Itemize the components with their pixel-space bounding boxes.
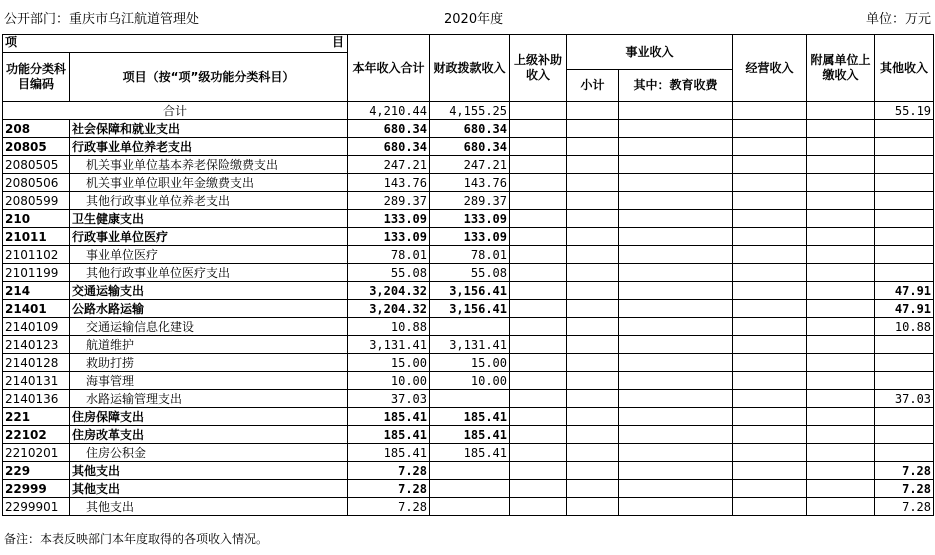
- header-total-income: 本年收入合计: [348, 35, 430, 102]
- item-name-cell: 其他支出: [70, 480, 348, 498]
- empty-cell: [567, 174, 619, 192]
- empty-cell: [510, 300, 567, 318]
- total-income-cell: 7.28: [348, 480, 430, 498]
- code-cell: 208: [3, 120, 70, 138]
- table-row: [3, 120, 934, 138]
- item-name-cell: 机关事业单位职业年金缴费支出: [70, 174, 348, 192]
- empty-cell: [733, 390, 807, 408]
- empty-cell: [567, 264, 619, 282]
- header-career: 事业收入: [567, 35, 733, 70]
- empty-cell: [567, 318, 619, 336]
- empty-cell: [619, 318, 733, 336]
- total-income-cell: 133.09: [348, 210, 430, 228]
- fiscal-cell: 143.76: [430, 174, 510, 192]
- fiscal-cell: [430, 462, 510, 480]
- total-row: [3, 102, 934, 120]
- total-income-cell: 10.00: [348, 372, 430, 390]
- code-cell: 2140128: [3, 354, 70, 372]
- empty-cell: [567, 300, 619, 318]
- other-income-cell: [875, 336, 934, 354]
- item-name-cell: 航道维护: [70, 336, 348, 354]
- empty-cell: [807, 174, 875, 192]
- empty-cell: [733, 462, 807, 480]
- empty-cell: [510, 426, 567, 444]
- empty-cell: [567, 102, 619, 120]
- empty-cell: [807, 354, 875, 372]
- code-cell: 2080599: [3, 192, 70, 210]
- empty-cell: [733, 426, 807, 444]
- empty-cell: [510, 318, 567, 336]
- code-cell: 2140109: [3, 318, 70, 336]
- empty-cell: [567, 444, 619, 462]
- table-row: [3, 462, 934, 480]
- empty-cell: [733, 174, 807, 192]
- other-income-cell: [875, 210, 934, 228]
- empty-cell: [567, 480, 619, 498]
- empty-cell: [733, 102, 807, 120]
- code-cell: 2140131: [3, 372, 70, 390]
- empty-cell: [567, 192, 619, 210]
- empty-cell: [733, 372, 807, 390]
- total-income-cell: 7.28: [348, 498, 430, 516]
- empty-cell: [510, 462, 567, 480]
- total-income-cell: 185.41: [348, 408, 430, 426]
- year-label: 2020年度: [444, 12, 504, 27]
- empty-cell: [807, 102, 875, 120]
- header-superior: 上级补助收入: [510, 35, 567, 102]
- empty-cell: [510, 138, 567, 156]
- header-xiangmu: [3, 35, 348, 53]
- other-income-cell: [875, 354, 934, 372]
- item-name-cell: 行政事业单位养老支出: [70, 138, 348, 156]
- code-cell: 2299901: [3, 498, 70, 516]
- empty-cell: [567, 498, 619, 516]
- other-income-cell: [875, 444, 934, 462]
- total-income-cell: 55.08: [348, 264, 430, 282]
- empty-cell: [510, 444, 567, 462]
- empty-cell: [807, 408, 875, 426]
- empty-cell: [567, 138, 619, 156]
- empty-cell: [619, 282, 733, 300]
- item-name-cell: 其他行政事业单位医疗支出: [70, 264, 348, 282]
- total-income-cell: 78.01: [348, 246, 430, 264]
- empty-cell: [510, 390, 567, 408]
- total-income-cell: 3,131.41: [348, 336, 430, 354]
- header-item: 项目（按“项”级功能分类科目）: [70, 53, 348, 102]
- item-name-cell: 其他支出: [70, 498, 348, 516]
- empty-cell: [510, 246, 567, 264]
- empty-cell: [619, 192, 733, 210]
- fiscal-cell: [430, 498, 510, 516]
- table-row: [3, 480, 934, 498]
- unit-label: 单位：万元: [865, 12, 931, 27]
- fiscal-cell: [430, 390, 510, 408]
- empty-cell: [510, 174, 567, 192]
- empty-cell: [807, 264, 875, 282]
- header-affiliated: 附属单位上缴收入: [807, 35, 875, 102]
- table-row: [3, 354, 934, 372]
- total-income-cell: 143.76: [348, 174, 430, 192]
- empty-cell: [510, 210, 567, 228]
- table-row: [3, 498, 934, 516]
- item-name-cell: 住房保障支出: [70, 408, 348, 426]
- empty-cell: [619, 246, 733, 264]
- empty-cell: [619, 336, 733, 354]
- empty-cell: [807, 282, 875, 300]
- other-income-cell: [875, 246, 934, 264]
- table-row: [3, 372, 934, 390]
- empty-cell: [567, 462, 619, 480]
- header-xiang: 项: [5, 35, 18, 49]
- empty-cell: [733, 228, 807, 246]
- item-name-cell: 行政事业单位医疗: [70, 228, 348, 246]
- other-income-cell: 7.28: [875, 480, 934, 498]
- empty-cell: [733, 300, 807, 318]
- table-row: [3, 210, 934, 228]
- empty-cell: [619, 480, 733, 498]
- empty-cell: [807, 426, 875, 444]
- income-table: [2, 34, 934, 516]
- empty-cell: [807, 336, 875, 354]
- empty-cell: [619, 102, 733, 120]
- other-income-cell: [875, 192, 934, 210]
- empty-cell: [733, 354, 807, 372]
- table-row: [3, 300, 934, 318]
- fiscal-cell: 680.34: [430, 120, 510, 138]
- other-income-cell: [875, 156, 934, 174]
- total-income-cell: 680.34: [348, 138, 430, 156]
- table-row: [3, 318, 934, 336]
- empty-cell: [619, 138, 733, 156]
- empty-cell: [510, 264, 567, 282]
- item-name-cell: 其他支出: [70, 462, 348, 480]
- empty-cell: [733, 210, 807, 228]
- empty-cell: [567, 246, 619, 264]
- empty-cell: [807, 372, 875, 390]
- empty-cell: [733, 336, 807, 354]
- empty-cell: [567, 354, 619, 372]
- empty-cell: [733, 408, 807, 426]
- empty-cell: [510, 372, 567, 390]
- empty-cell: [807, 390, 875, 408]
- empty-cell: [567, 372, 619, 390]
- empty-cell: [733, 282, 807, 300]
- other-income-cell: [875, 120, 934, 138]
- table-row: [3, 246, 934, 264]
- empty-cell: [510, 156, 567, 174]
- empty-cell: [733, 246, 807, 264]
- code-cell: 22999: [3, 480, 70, 498]
- fiscal-cell: 3,131.41: [430, 336, 510, 354]
- code-cell: 2140136: [3, 390, 70, 408]
- total-other-cell: 55.19: [875, 102, 934, 120]
- fiscal-cell: 15.00: [430, 354, 510, 372]
- fiscal-cell: 3,156.41: [430, 300, 510, 318]
- empty-cell: [733, 138, 807, 156]
- empty-cell: [807, 192, 875, 210]
- total-income-cell: 133.09: [348, 228, 430, 246]
- item-name-cell: 交通运输支出: [70, 282, 348, 300]
- empty-cell: [567, 210, 619, 228]
- table-row: [3, 174, 934, 192]
- empty-cell: [619, 390, 733, 408]
- table-row: [3, 444, 934, 462]
- other-income-cell: 7.28: [875, 462, 934, 480]
- fiscal-cell: 289.37: [430, 192, 510, 210]
- table-row: [3, 282, 934, 300]
- department-label: 公开部门：重庆市乌江航道管理处: [4, 12, 200, 27]
- empty-cell: [567, 336, 619, 354]
- total-income-cell: 289.37: [348, 192, 430, 210]
- empty-cell: [733, 264, 807, 282]
- fiscal-cell: [430, 318, 510, 336]
- other-income-cell: [875, 426, 934, 444]
- code-cell: 21401: [3, 300, 70, 318]
- code-cell: 22102: [3, 426, 70, 444]
- empty-cell: [619, 498, 733, 516]
- item-name-cell: 救助打捞: [70, 354, 348, 372]
- fiscal-cell: [430, 480, 510, 498]
- code-cell: 2080506: [3, 174, 70, 192]
- item-name-cell: 水路运输管理支出: [70, 390, 348, 408]
- total-income-cell: 185.41: [348, 426, 430, 444]
- code-cell: 2080505: [3, 156, 70, 174]
- other-income-cell: 37.03: [875, 390, 934, 408]
- empty-cell: [567, 228, 619, 246]
- empty-cell: [733, 318, 807, 336]
- empty-cell: [807, 318, 875, 336]
- code-cell: 2101199: [3, 264, 70, 282]
- fiscal-cell: 680.34: [430, 138, 510, 156]
- table-row: [3, 156, 934, 174]
- code-cell: 2210201: [3, 444, 70, 462]
- empty-cell: [619, 120, 733, 138]
- table-row: [3, 228, 934, 246]
- other-income-cell: 10.88: [875, 318, 934, 336]
- total-income-cell: 3,204.32: [348, 300, 430, 318]
- table-row: [3, 264, 934, 282]
- header-operation: 经营收入: [733, 35, 807, 102]
- empty-cell: [510, 408, 567, 426]
- empty-cell: [567, 156, 619, 174]
- table-row: [3, 138, 934, 156]
- fiscal-cell: 78.01: [430, 246, 510, 264]
- empty-cell: [807, 498, 875, 516]
- total-income-cell: 4,210.44: [348, 102, 430, 120]
- empty-cell: [807, 120, 875, 138]
- fiscal-cell: 10.00: [430, 372, 510, 390]
- empty-cell: [807, 138, 875, 156]
- total-income-cell: 185.41: [348, 444, 430, 462]
- empty-cell: [619, 228, 733, 246]
- total-label: 合计: [3, 102, 348, 120]
- item-name-cell: 公路水路运输: [70, 300, 348, 318]
- header-fiscal: 财政拨款收入: [430, 35, 510, 102]
- code-cell: 21011: [3, 228, 70, 246]
- fiscal-cell: 133.09: [430, 210, 510, 228]
- empty-cell: [733, 192, 807, 210]
- header-func-code: 功能分类科目编码: [3, 53, 70, 102]
- empty-cell: [733, 498, 807, 516]
- table-row: [3, 336, 934, 354]
- total-income-cell: 3,204.32: [348, 282, 430, 300]
- code-cell: 214: [3, 282, 70, 300]
- empty-cell: [807, 300, 875, 318]
- item-name-cell: 住房公积金: [70, 444, 348, 462]
- report-header: [4, 4, 931, 28]
- footnote: 备注：本表反映部门本年度取得的各项收入情况。: [4, 532, 269, 546]
- other-income-cell: [875, 372, 934, 390]
- item-name-cell: 其他行政事业单位养老支出: [70, 192, 348, 210]
- table-row: [3, 426, 934, 444]
- item-name-cell: 交通运输信息化建设: [70, 318, 348, 336]
- code-cell: 2140123: [3, 336, 70, 354]
- code-cell: 229: [3, 462, 70, 480]
- code-cell: 2101102: [3, 246, 70, 264]
- item-name-cell: 社会保障和就业支出: [70, 120, 348, 138]
- total-income-cell: 10.88: [348, 318, 430, 336]
- empty-cell: [619, 444, 733, 462]
- empty-cell: [807, 462, 875, 480]
- fiscal-cell: 3,156.41: [430, 282, 510, 300]
- empty-cell: [807, 246, 875, 264]
- item-name-cell: 机关事业单位基本养老保险缴费支出: [70, 156, 348, 174]
- empty-cell: [807, 480, 875, 498]
- empty-cell: [619, 426, 733, 444]
- total-fiscal-cell: 4,155.25: [430, 102, 510, 120]
- fiscal-cell: 55.08: [430, 264, 510, 282]
- other-income-cell: 47.91: [875, 282, 934, 300]
- other-income-cell: 47.91: [875, 300, 934, 318]
- empty-cell: [567, 120, 619, 138]
- item-name-cell: 卫生健康支出: [70, 210, 348, 228]
- empty-cell: [619, 372, 733, 390]
- empty-cell: [510, 228, 567, 246]
- empty-cell: [567, 408, 619, 426]
- table-row: [3, 408, 934, 426]
- header-edu: 其中：教育收费: [619, 70, 733, 102]
- empty-cell: [807, 228, 875, 246]
- header-other: 其他收入: [875, 35, 934, 102]
- fiscal-cell: 185.41: [430, 444, 510, 462]
- empty-cell: [619, 264, 733, 282]
- other-income-cell: [875, 174, 934, 192]
- empty-cell: [733, 120, 807, 138]
- other-income-cell: [875, 138, 934, 156]
- total-income-cell: 680.34: [348, 120, 430, 138]
- empty-cell: [510, 480, 567, 498]
- empty-cell: [567, 282, 619, 300]
- empty-cell: [510, 498, 567, 516]
- total-income-cell: 37.03: [348, 390, 430, 408]
- fiscal-cell: 133.09: [430, 228, 510, 246]
- empty-cell: [733, 480, 807, 498]
- code-cell: 210: [3, 210, 70, 228]
- empty-cell: [510, 336, 567, 354]
- empty-cell: [619, 174, 733, 192]
- empty-cell: [567, 390, 619, 408]
- total-income-cell: 7.28: [348, 462, 430, 480]
- empty-cell: [733, 156, 807, 174]
- other-income-cell: 7.28: [875, 498, 934, 516]
- empty-cell: [510, 192, 567, 210]
- item-name-cell: 住房改革支出: [70, 426, 348, 444]
- empty-cell: [510, 354, 567, 372]
- empty-cell: [567, 426, 619, 444]
- header-subtotal: 小计: [567, 70, 619, 102]
- empty-cell: [510, 120, 567, 138]
- empty-cell: [619, 210, 733, 228]
- fiscal-cell: 185.41: [430, 426, 510, 444]
- item-name-cell: 海事管理: [70, 372, 348, 390]
- header-mu: 目: [331, 35, 344, 49]
- empty-cell: [807, 210, 875, 228]
- empty-cell: [510, 282, 567, 300]
- total-income-cell: 15.00: [348, 354, 430, 372]
- other-income-cell: [875, 408, 934, 426]
- other-income-cell: [875, 264, 934, 282]
- empty-cell: [807, 156, 875, 174]
- empty-cell: [619, 462, 733, 480]
- empty-cell: [619, 156, 733, 174]
- empty-cell: [619, 408, 733, 426]
- table-row: [3, 192, 934, 210]
- empty-cell: [510, 102, 567, 120]
- total-income-cell: 247.21: [348, 156, 430, 174]
- other-income-cell: [875, 228, 934, 246]
- empty-cell: [619, 300, 733, 318]
- code-cell: 221: [3, 408, 70, 426]
- empty-cell: [619, 354, 733, 372]
- fiscal-cell: 247.21: [430, 156, 510, 174]
- empty-cell: [807, 444, 875, 462]
- fiscal-cell: 185.41: [430, 408, 510, 426]
- table-row: [3, 390, 934, 408]
- empty-cell: [733, 444, 807, 462]
- code-cell: 20805: [3, 138, 70, 156]
- item-name-cell: 事业单位医疗: [70, 246, 348, 264]
